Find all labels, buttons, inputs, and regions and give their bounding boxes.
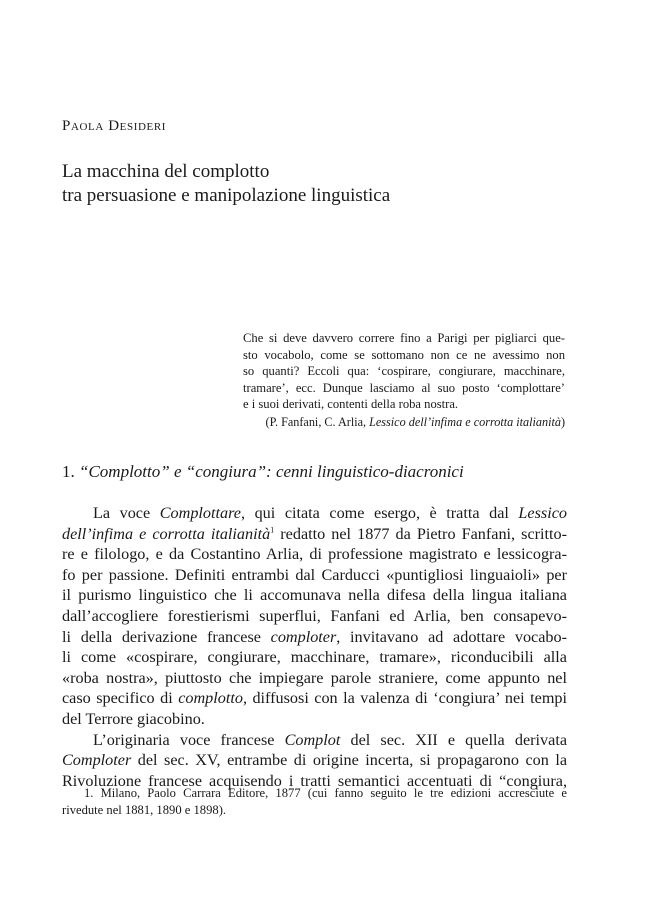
author-name: Paola Desideri: [62, 118, 167, 134]
body-line: «roba nostra», piuttosto che impiegare parole straniere, come appunto nel: [62, 668, 567, 687]
section-heading: [62, 461, 464, 483]
footnote: [62, 785, 567, 819]
body-line: Rivoluzione francese acquisendo i tratti semantici accentuati di “congiura,: [62, 771, 567, 790]
title-line-1: La macchina del complotto: [62, 161, 270, 182]
body-line: Comploter del sec. XV, entrambe di origine incerta, si propagarono con la: [62, 751, 567, 770]
body-line: il purismo linguistico che li accomunava nella difesa della lingua italiana: [62, 586, 567, 605]
footnote-line: rivedute nel 1881, 1890 e 1898).: [62, 803, 227, 817]
title-line-2: tra persuasione e manipolazione linguistica: [62, 185, 391, 206]
epigraph-line: Che si deve davvero correre fino a Parigi per pigliarci que-: [243, 331, 565, 345]
epigraph-line: tramare’, ecc. Dunque lasciamo al suo posto ‘complottare’: [243, 380, 565, 395]
section-number: 1.: [62, 462, 79, 481]
section-title: “Complotto” e “congiura”: cenni linguistico-diacronici: [79, 462, 464, 481]
body-line: li della derivazione francese comploter, invitavano ad adottare vocabo-: [62, 627, 567, 646]
body-line: li come «cospirare, congiurare, macchinare, tramare», riconducibili alla: [62, 648, 567, 667]
epigraph-line: sto vocabolo, come se sottomano non ce ne avessimo non: [243, 347, 565, 362]
footnote-ref[interactable]: 1: [270, 525, 275, 535]
chapter-title: [62, 160, 602, 208]
body-line: L’originaria voce francese Complot del sec. XII e quella derivata: [93, 730, 567, 749]
body-line: La voce Complottare, qui citata come esergo, è tratta dal Lessico: [93, 504, 567, 522]
epigraph-line: so quanti? Eccoli qua: ‘cospirare, congiurare, macchinare,: [243, 364, 565, 379]
epigraph-citation: [243, 414, 565, 431]
citation-work-title: Lessico dell’infima e corrotta italianità: [369, 414, 561, 429]
footnote-line: 1. Milano, Paolo Carrara Editore, 1877 (cui fanno seguito le tre edizioni accresciute e: [84, 786, 567, 800]
body-line: dall’accogliere forestierismi superflui, Fanfani ed Arlia, ben consapevo-: [62, 606, 567, 625]
body-line: del Terrore giacobino.: [62, 709, 205, 728]
epigraph-line: e i suoi derivati, contenti della roba nostra.: [243, 397, 459, 412]
body-line: fo per passione. Definiti entrambi dal Carducci «puntigliosi linguaioli» per: [62, 565, 567, 584]
body-line: caso specifico di complotto, diffusosi con la valenza di ‘congiura’ nei tempi: [62, 689, 567, 708]
citation-authors: (P. Fanfani, C. Arlia,: [265, 414, 370, 429]
epigraph: [243, 330, 565, 431]
body-text: [62, 503, 567, 791]
body-line: re e filologo, e da Costantino Arlia, di professione magistrato e lessicogra-: [62, 545, 567, 564]
body-line: dell’infima e corrotta italianità$^1$ redatto nel 1877 da Pietro Fanfani, scritto-: [62, 524, 567, 543]
citation-close: ): [560, 414, 565, 429]
